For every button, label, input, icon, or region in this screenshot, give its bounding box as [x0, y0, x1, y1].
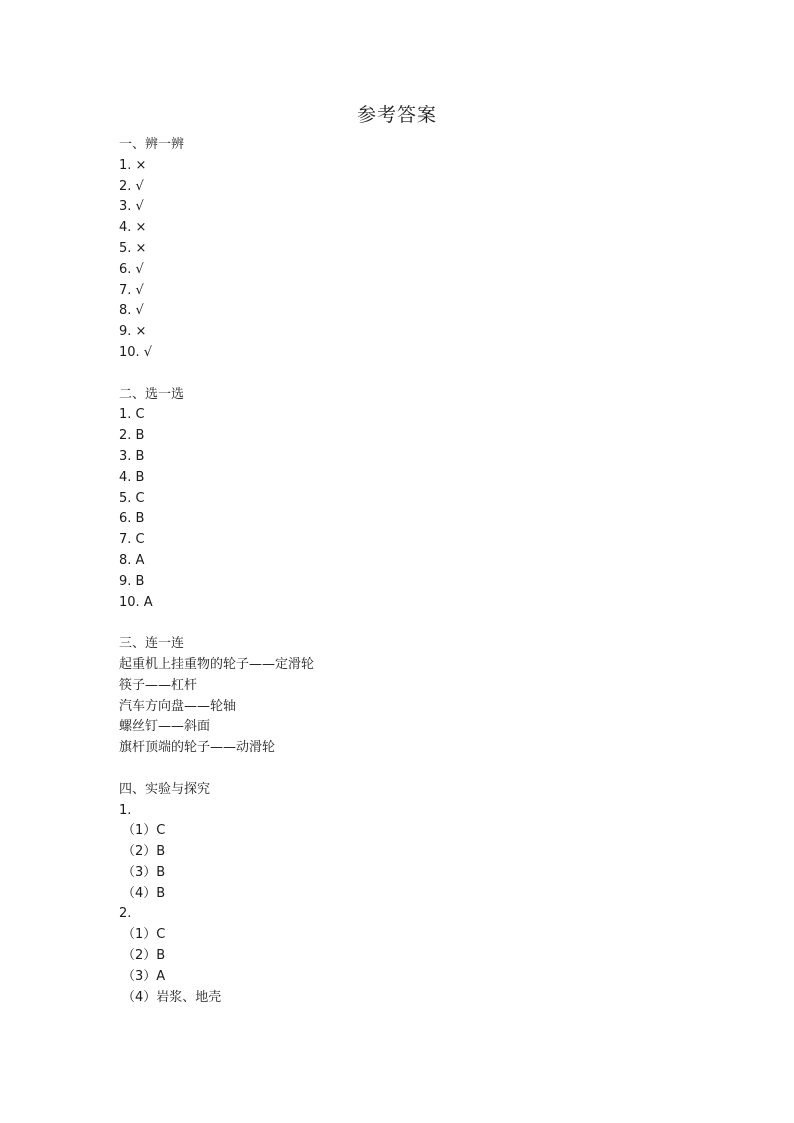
- answer-item: 旗杆顶端的轮子——动滑轮: [119, 740, 276, 756]
- answer-item: 3. √: [119, 199, 144, 215]
- page-title: 参考答案: [356, 104, 437, 126]
- answer-item: 9. ×: [119, 324, 147, 340]
- answer-item: 2. √: [119, 178, 144, 194]
- spacer: [119, 613, 719, 634]
- answer-item: 8. A: [119, 552, 145, 568]
- answer-item: 1. ×: [119, 157, 147, 173]
- answer-item: 10. √: [119, 344, 153, 360]
- answer-item: 5. ×: [119, 240, 147, 256]
- answer-item: 螺丝钉——斜面: [119, 719, 211, 735]
- answer-item: 7. C: [119, 532, 145, 548]
- answer-item: 7. √: [119, 282, 144, 298]
- sub-answer: （4）岩浆、地壳: [122, 989, 222, 1005]
- section-heading: 四、实验与探究: [119, 781, 211, 797]
- section-experiment: [119, 780, 719, 1009]
- section-heading: 一、辨一辨: [119, 137, 185, 152]
- answer-item: 汽车方向盘——轮轴: [119, 698, 237, 714]
- question-number: 2.: [119, 906, 132, 922]
- section-heading: 二、选一选: [119, 386, 185, 402]
- sub-answer: （4）B: [122, 885, 166, 901]
- answer-item: 9. B: [119, 573, 145, 589]
- spacer: [119, 759, 719, 780]
- answer-item: 10. A: [119, 594, 153, 610]
- question-number: 1.: [119, 802, 132, 818]
- sub-answer: （2）B: [122, 948, 166, 964]
- section-true-false: [119, 135, 719, 364]
- answer-item: 6. √: [119, 261, 144, 277]
- answer-item: 3. B: [119, 448, 145, 464]
- spacer: [119, 364, 719, 385]
- answer-item: 6. B: [119, 511, 145, 527]
- answer-item: 筷子——杠杆: [119, 677, 198, 693]
- section-multiple-choice: [119, 385, 719, 614]
- answer-content: [119, 135, 719, 1008]
- sub-answer: （3）A: [122, 968, 166, 984]
- sub-answer: （3）B: [122, 864, 166, 880]
- answer-item: 起重机上挂重物的轮子——定滑轮: [119, 656, 315, 672]
- sub-answer: （2）B: [122, 844, 166, 860]
- answer-item: 2. B: [119, 428, 145, 444]
- section-matching: [119, 634, 719, 759]
- section-heading: 三、连一连: [119, 636, 185, 652]
- sub-answer: （1）C: [122, 823, 166, 839]
- answer-item: 4. B: [119, 469, 145, 485]
- answer-item: 5. C: [119, 490, 145, 506]
- sub-answer: （1）C: [122, 927, 166, 943]
- answer-item: 1. C: [119, 407, 145, 423]
- answer-item: 8. √: [119, 303, 144, 319]
- answer-item: 4. ×: [119, 220, 147, 236]
